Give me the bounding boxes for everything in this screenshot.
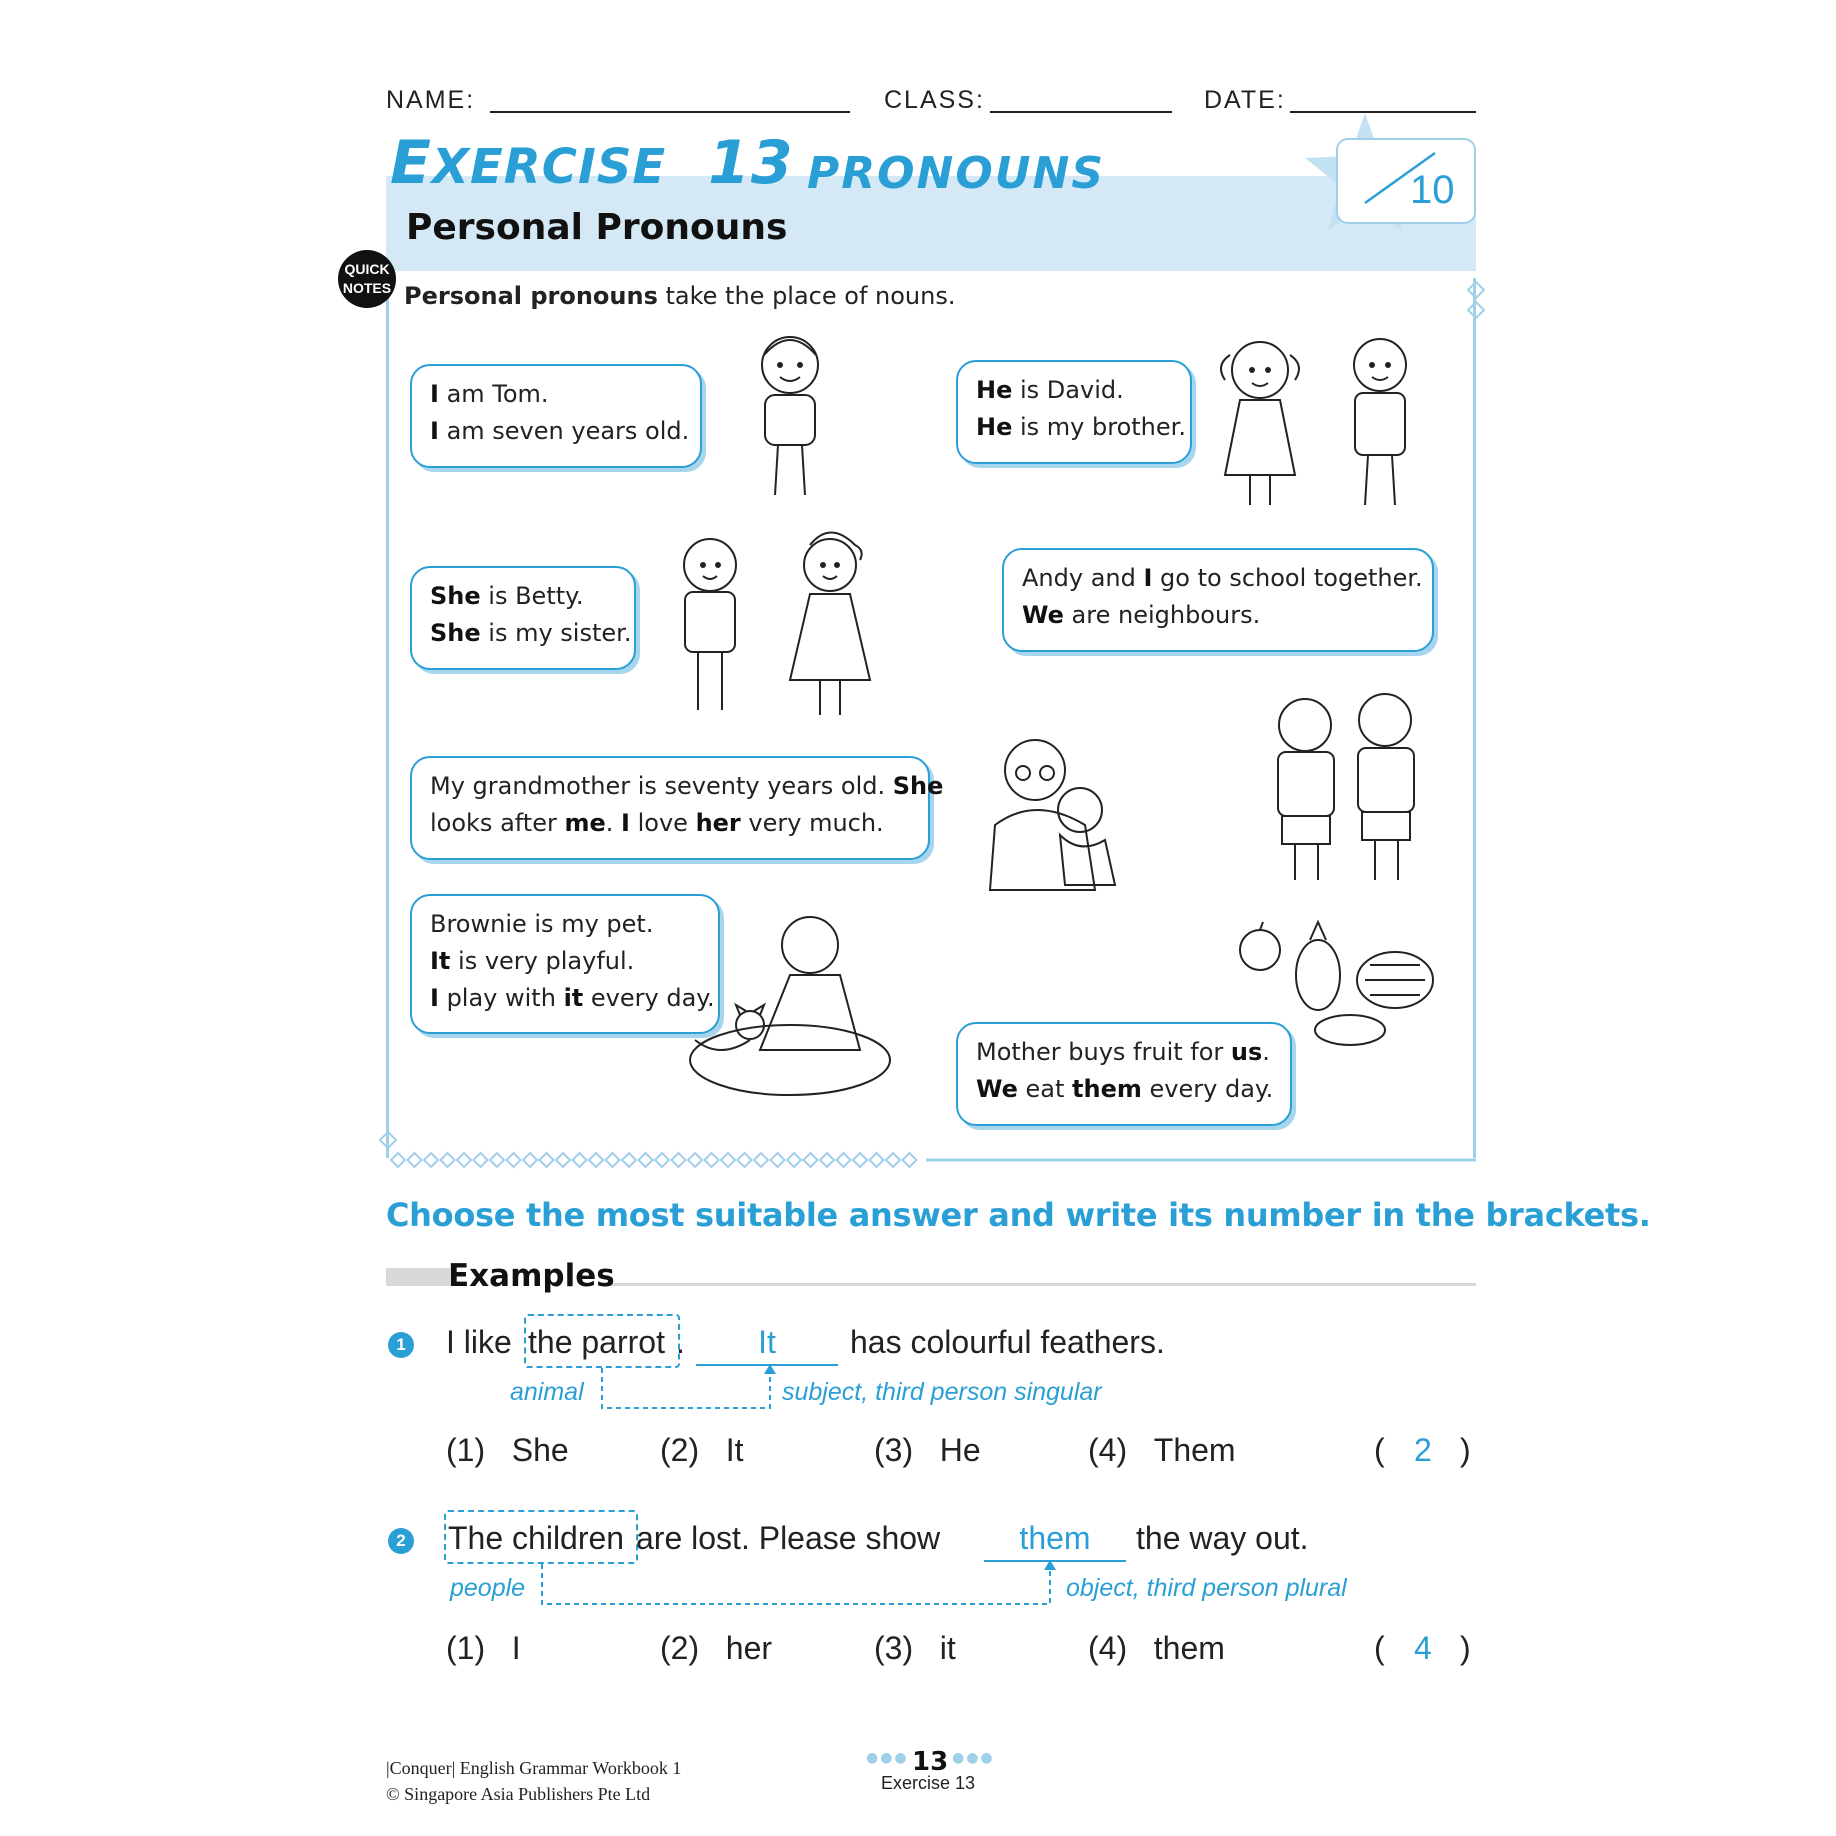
footer-copyright: © Singapore Asia Publishers Pte Ltd: [386, 1784, 651, 1804]
option-text: I: [511, 1630, 521, 1666]
option-text: Them: [1153, 1432, 1236, 1468]
bold-pronoun: me: [564, 809, 606, 837]
question-2-post: the way out.: [1136, 1520, 1309, 1556]
bubble-line: [430, 615, 632, 652]
bubble-text: Andy and: [1022, 564, 1144, 592]
question-2-answer[interactable]: them: [1019, 1520, 1091, 1556]
examples-bar: [386, 1268, 450, 1286]
class-label: CLASS:: [884, 86, 985, 114]
question-1-answer[interactable]: It: [758, 1324, 776, 1360]
bold-pronoun: us: [1230, 1038, 1263, 1066]
bold-pronoun: it: [563, 984, 584, 1012]
option[interactable]: [660, 1432, 744, 1469]
bubble-line: [430, 413, 690, 450]
page-label: Exercise 13: [881, 1773, 976, 1793]
name-field[interactable]: [490, 111, 850, 113]
bold-pronoun: We: [976, 1075, 1018, 1103]
exercise-number: 13: [708, 128, 794, 198]
bubble-line: [430, 805, 910, 842]
exercise-title: [390, 128, 794, 198]
intro-rest: take the place of nouns.: [657, 282, 956, 310]
option-number: (1): [446, 1630, 486, 1666]
page-dots-right: ●●●: [952, 1750, 995, 1766]
question-1-pre: I like: [446, 1324, 512, 1360]
bubble-text: every day.: [583, 984, 715, 1012]
question-1-noun: the parrot: [528, 1324, 665, 1360]
bold-pronoun: She: [430, 582, 481, 610]
bubble-line: [430, 376, 682, 413]
question-1-connector: [600, 1362, 780, 1414]
option-number: (2): [660, 1432, 700, 1468]
speech-bubble-tom: [410, 364, 702, 468]
bubble-text: .: [1262, 1038, 1270, 1066]
question-2-note-right: object, third person plural: [1066, 1574, 1347, 1602]
bold-pronoun: her: [695, 809, 741, 837]
option-number: (2): [660, 1630, 700, 1666]
option-number: (4): [1088, 1432, 1128, 1468]
bubble-line: Brownie is my pet.: [430, 910, 654, 938]
grandmother-hugging-girl-illustration: [975, 725, 1135, 895]
option-text: He: [939, 1432, 981, 1468]
bubble-text: is my sister.: [480, 619, 632, 647]
question-2-noun: The children: [448, 1520, 625, 1556]
option[interactable]: [1088, 1432, 1236, 1469]
bubble-line: [430, 980, 715, 1017]
bubble-line: [976, 1034, 1272, 1071]
answer-bracket-close: ): [1460, 1432, 1471, 1468]
bubble-line: [1022, 560, 1423, 597]
score-total: 10: [1410, 168, 1455, 212]
bubble-line: [976, 1071, 1272, 1108]
exercise-title-rest: XERCISE: [432, 139, 667, 195]
bubble-text: is my brother.: [1012, 413, 1186, 441]
bubble-line: [1022, 597, 1414, 634]
bubble-text: very much.: [740, 809, 884, 837]
option-number: (1): [446, 1432, 486, 1468]
bold-pronoun: I: [430, 984, 439, 1012]
page-subtitle: Personal Pronouns: [406, 207, 788, 248]
bold-pronoun: She: [430, 619, 481, 647]
bubble-text: Mother buys fruit for: [976, 1038, 1231, 1066]
bubble-text: eat: [1017, 1075, 1073, 1103]
examples-title: Examples: [448, 1258, 615, 1294]
option-text: it: [939, 1630, 956, 1666]
question-number: 1: [388, 1332, 414, 1358]
bubble-text: love: [629, 809, 696, 837]
bold-pronoun: I: [1143, 564, 1153, 592]
two-boys-andy-illustration: [1250, 680, 1440, 890]
name-label: NAME:: [386, 86, 476, 114]
bubble-text: are neighbours.: [1063, 601, 1261, 629]
answer-bracket-open: (: [1374, 1432, 1385, 1468]
question-1-post: has colourful feathers.: [850, 1324, 1165, 1360]
bold-pronoun: He: [976, 413, 1013, 441]
bold-pronoun: She: [892, 772, 944, 800]
option[interactable]: [446, 1630, 521, 1667]
bubble-text: go to school together.: [1152, 564, 1423, 592]
option-text: them: [1153, 1630, 1225, 1666]
bold-pronoun: them: [1072, 1075, 1142, 1103]
bubble-text: My grandmother is seventy years old.: [430, 772, 893, 800]
bold-pronoun: I: [430, 417, 439, 445]
answer-bracket-close: ): [1460, 1630, 1471, 1666]
bubble-text: am Tom.: [438, 380, 549, 408]
class-field[interactable]: [990, 111, 1172, 113]
speech-bubble-david: [956, 360, 1192, 464]
bubble-text: am seven years old.: [438, 417, 690, 445]
answer-bracket-open: (: [1374, 1630, 1385, 1666]
bubble-line: [976, 409, 1186, 446]
speech-bubble-andy: [1002, 548, 1434, 652]
bold-pronoun: I: [621, 809, 630, 837]
option-number: (3): [874, 1432, 914, 1468]
question-2-connector: [540, 1558, 1060, 1610]
option[interactable]: [874, 1630, 956, 1667]
speech-bubble-mother: [956, 1022, 1292, 1126]
quick-notes-badge-line1: QUICK: [344, 261, 390, 277]
option[interactable]: [446, 1432, 569, 1469]
page-number: 13: [912, 1747, 949, 1777]
quick-notes-badge-line2: NOTES: [342, 280, 392, 296]
boy-and-girl-betty-illustration: [670, 520, 890, 720]
option-text: She: [511, 1432, 569, 1468]
option-number: (4): [1088, 1630, 1128, 1666]
question-2-mid: are lost. Please show: [636, 1520, 941, 1556]
bubble-text: play with: [438, 984, 564, 1012]
option[interactable]: [874, 1432, 981, 1469]
bubble-text: is David.: [1012, 376, 1124, 404]
bubble-text: .: [605, 809, 622, 837]
speech-bubble-brownie: [410, 894, 720, 1034]
option-text: It: [725, 1432, 744, 1468]
bubble-line: [430, 943, 700, 980]
bold-pronoun: He: [976, 376, 1013, 404]
bold-pronoun: I: [430, 380, 439, 408]
answer-bracket-value[interactable]: 2: [1414, 1432, 1432, 1468]
footer-book-title: |Conquer| English Grammar Workbook 1: [386, 1758, 682, 1778]
bubble-text: looks after: [430, 809, 565, 837]
boy-tom-illustration: [740, 325, 840, 505]
girl-and-boy-david-illustration: [1200, 325, 1440, 515]
bold-pronoun: It: [430, 947, 451, 975]
speech-bubble-grandmother: [410, 756, 944, 860]
bubble-text: is very playful.: [450, 947, 635, 975]
option-number: (3): [874, 1630, 914, 1666]
question-2-note-left: people: [450, 1574, 526, 1602]
question-1-note-right: subject, third person singular: [782, 1378, 1102, 1406]
speech-bubble-betty: [410, 566, 636, 670]
option-text: her: [725, 1630, 773, 1666]
option[interactable]: [660, 1630, 772, 1667]
intro-bold: Personal pronouns: [404, 282, 658, 310]
page-dots-left: ●●●: [866, 1750, 909, 1766]
date-label: DATE:: [1204, 86, 1286, 114]
bold-pronoun: We: [1022, 601, 1064, 629]
exercise-topic: PRONOUNS: [807, 148, 1106, 199]
question-number: 2: [388, 1528, 414, 1554]
bubble-line: [976, 372, 1172, 409]
instructions: Choose the most suitable answer and write its number in the brackets.: [386, 1196, 1651, 1234]
option[interactable]: [1088, 1630, 1225, 1667]
bubble-line: [430, 768, 944, 805]
question-1-period: .: [676, 1324, 685, 1360]
examples-rule: [600, 1283, 1476, 1286]
answer-bracket-value[interactable]: 4: [1414, 1630, 1432, 1666]
question-1-note-left: animal: [510, 1378, 584, 1406]
bubble-line: [430, 578, 616, 615]
bubble-text: is Betty.: [480, 582, 584, 610]
exercise-title-initial: E: [390, 128, 432, 198]
bubble-text: every day.: [1141, 1075, 1274, 1103]
